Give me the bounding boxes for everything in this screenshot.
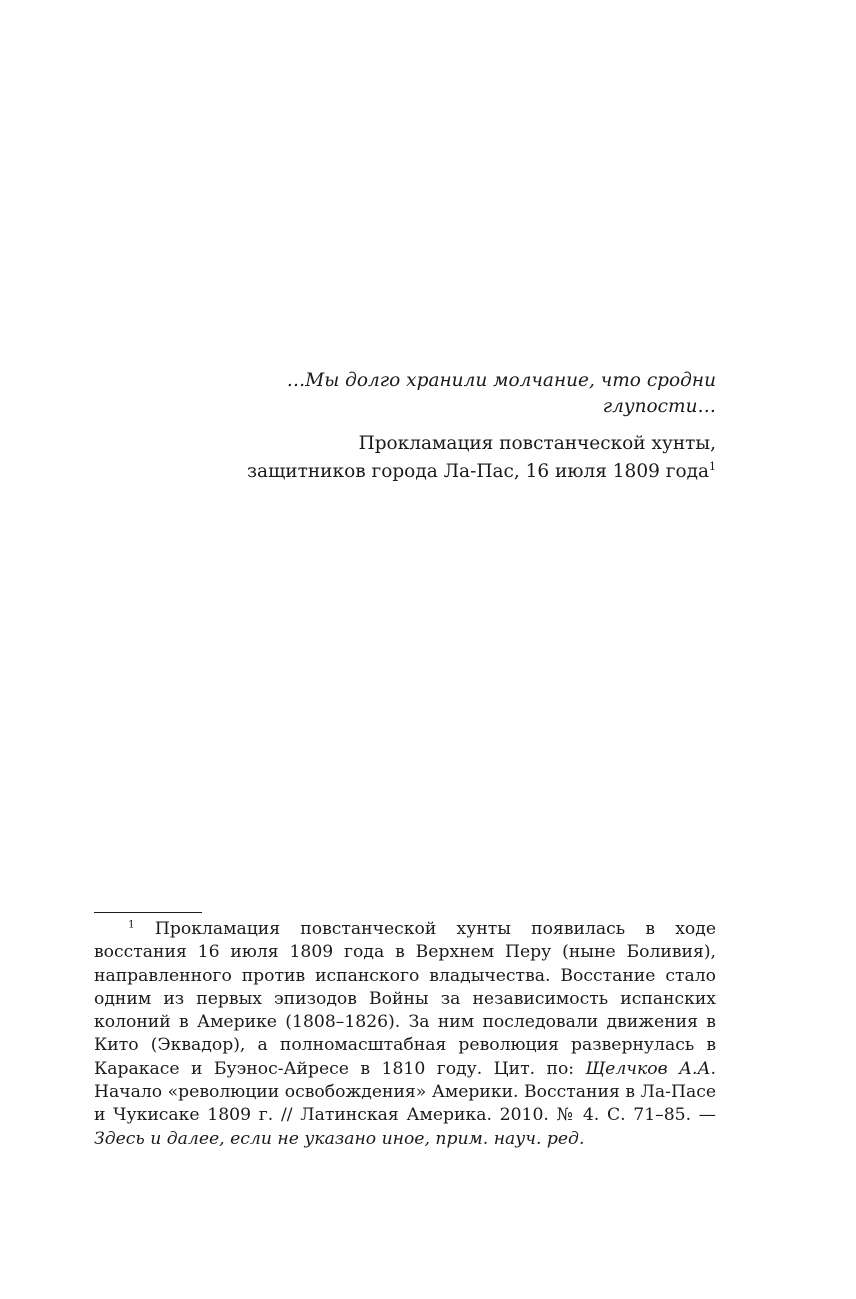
- footnote-text-part2: Начало «революции освобождения» Америки. Восстания в Ла-Пасе и Чукисаке 1809 г. // Латинская Америка. 2010. № 4. С. 71–85. —: [94, 1082, 716, 1126]
- epigraph: [196, 368, 716, 486]
- epigraph-quote: …Мы долго хранили молчание, что сродни глупости…: [286, 370, 716, 417]
- footnote-marker: 1: [128, 918, 135, 931]
- epigraph-attribution-line2: [196, 458, 716, 486]
- footnote-editor-note: Здесь и далее, если не указано иное, прим. науч. ред.: [94, 1128, 585, 1149]
- epigraph-attribution-text: защитников города Ла-Пас, 16 июля 1809 года: [246, 461, 709, 482]
- footnote: [94, 918, 716, 1151]
- epigraph-attribution-line1: Прокламация повстанческой хунты,: [358, 433, 716, 454]
- footnote-author: Щелчков А.А.: [585, 1058, 716, 1079]
- footnote-reference[interactable]: 1: [709, 459, 716, 473]
- footnote-separator: [94, 912, 202, 913]
- footnote-text-part1: Прокламация повстанческой хунты появилась в ходе восстания 16 июля 1809 года в Верхнем Перу (ныне Боливия), направленного против испанского владычества. Восстание стало одним из первых эпизодов Войны за независимость испанских колоний в Америке (1808–1826). За ним последовали движения в Кито (Эквадор), а полномасштабная революция развернулась в Каракасе и Буэнос-Айресе в 1810 году. Цит. по:: [94, 919, 716, 1079]
